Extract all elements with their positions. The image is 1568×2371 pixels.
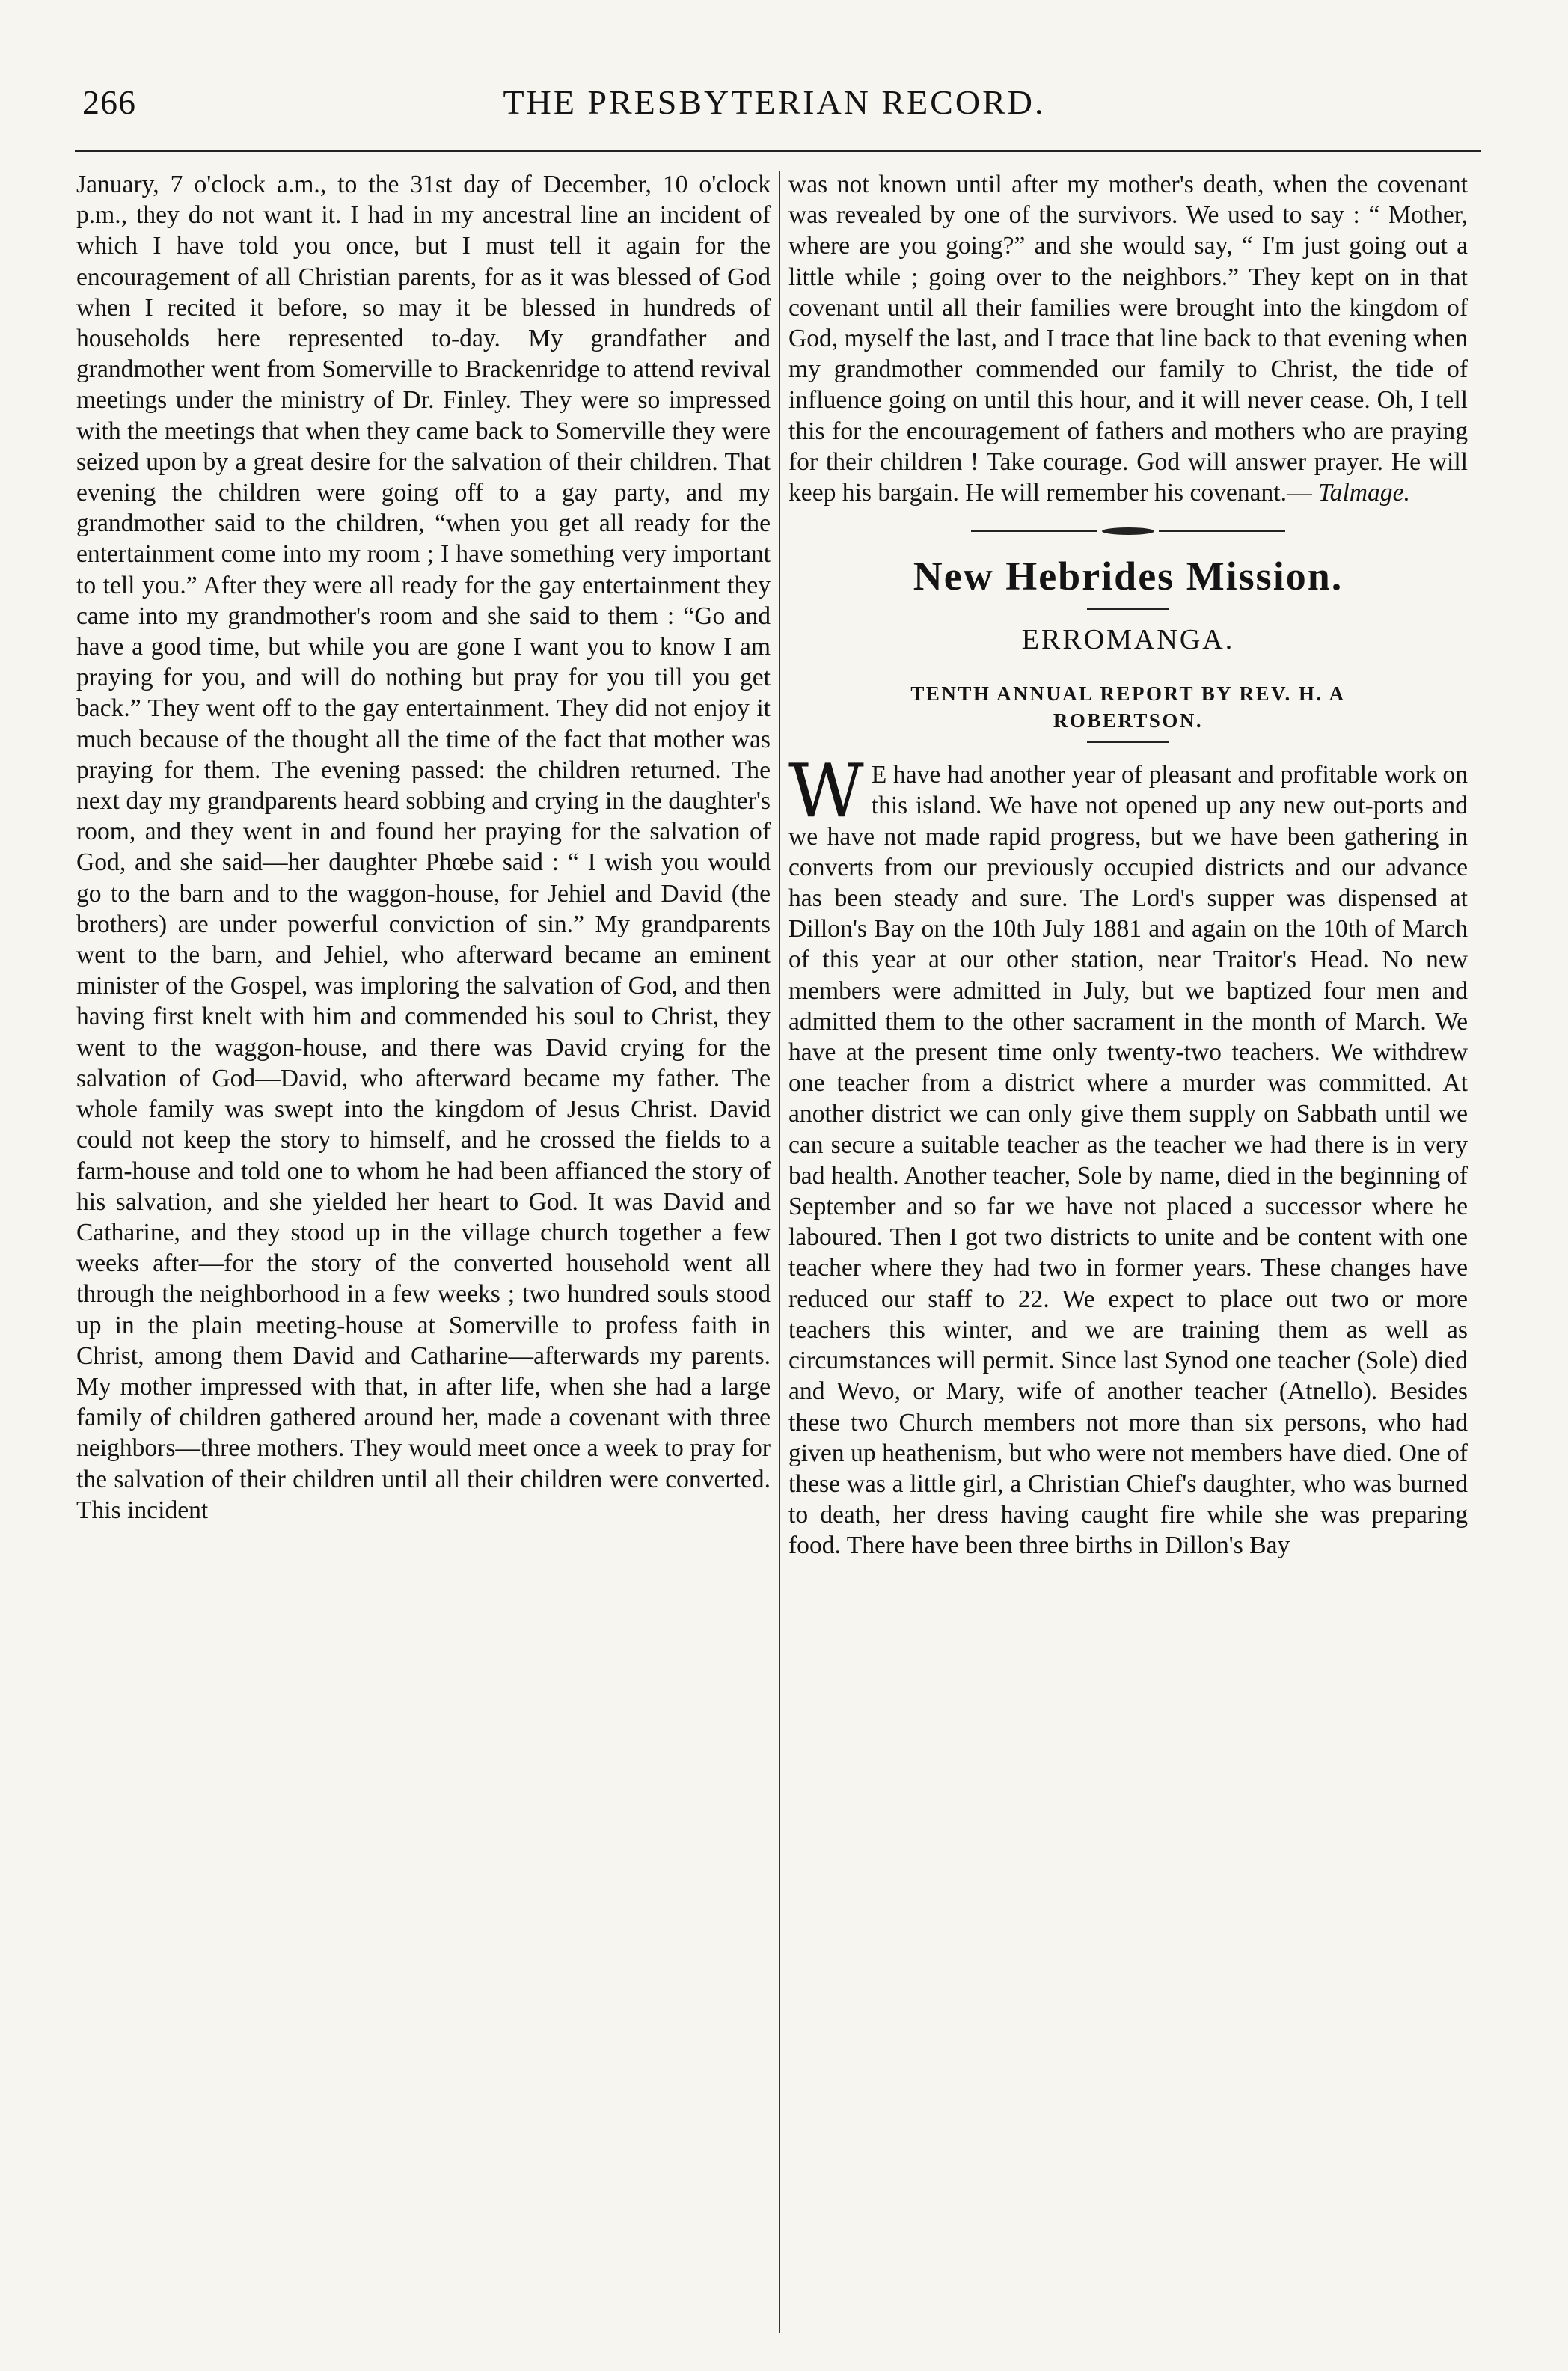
ornamental-divider [971, 527, 1285, 535]
section-heading: New Hebrides Mission. [913, 554, 1344, 599]
report-title-line1: TENTH ANNUAL REPORT BY REV. H. A [910, 682, 1346, 706]
column-divider [779, 171, 780, 2333]
left-column [76, 169, 771, 2339]
divider-ornament [1102, 527, 1154, 535]
left-column-text: January, 7 o'clock a.m., to the 31st day of December, 10 o'clock p.m., they do not want it. I had in my ancestral line an incident of which I have told you once, but I must tell it again for the encouragement of all Christian parents, for as it was blessed of God when I recited it before, so may it be blessed in hundreds of households here represented to-day. My grandfather and grandmother went from Somerville to Brackenridge to attend revival meetings under the ministry of Dr. Finley. They were so impressed with the meetings that when they came back to Somerville they were seized upon by a great desire for the salvation of their children. That evening the children were going off to a gay party, and my grandmother said to the children, “when you get all ready for the entertainment come into my room ; I have something very important to tell you.” After they were all ready for the gay entertainment they came into my grandmother's room and she said to them : “Go and have a good time, but while you are gone I want you to know I am praying for you, and will do nothing but pray for you till you get back.” They went off to the gay entertainment. They did not enjoy it much because of the thought all the time of the fact that mother was praying for them. The evening passed: the children returned. The next day my grandparents heard sobbing and crying in the daughter's room, and they went in and found her praying for the salvation of God, and she said—her daughter Phœbe said : “ I wish you would go to the barn and to the waggon-house, for Jehiel and David (the brothers) are under powerful conviction of sin.” My grandparents went to the barn, and Jehiel, who afterward became an eminent minister of the Gospel, was imploring the salvation of God, and then having first knelt with him and commended his soul to Christ, they went to the waggon-house, and there was David crying for the salvation of God—David, who afterward became my father. The whole family was swept into the kingdom of Jesus Christ. David could not keep the story to himself, and he crossed the fields to a farm-house and told one to whom he had been affianced the story of his salvation, and she yielded her heart to God. It was David and Catharine, and they stood up in the village church together a few weeks after—for the story of the converted household went all through the neighborhood in a few weeks ; two hundred souls stood up in the plain meeting-house at Somerville to profess faith in Christ, among them David and Catharine—afterwards my parents. My mother impressed with that, in after life, when she had a large family of children gathered around her, made a covenant with three neighbors—three mothers. They would meet once a week to pray for the salvation of their children until all their children were converted. This incident [76, 171, 771, 1524]
report-title-line2: ROBERTSON. [1053, 709, 1204, 732]
report-body [788, 749, 1468, 1561]
page-header [82, 82, 1466, 135]
page-number: 266 [82, 83, 136, 121]
header-rule [75, 150, 1481, 152]
continued-article [788, 169, 1468, 508]
drop-cap: W [788, 749, 864, 835]
continued-article-text: was not known until after my mother's death, when the covenant was revealed by one of the survivors. We used to say : “ Mother, where are you going?” and she would say, “ I'm just going out a little while ; going over to the neighbors.” They kept on in that covenant until all their families were brought into the kingdom of God, myself the last, and I trace that line back to that evening when my grandmother commended our family to Christ, the tide of influence going on until this hour, and it will never cease. Oh, I tell this for the encouragement of fathers and mothers who are praying for their children ! Take courage. God will answer prayer. He will keep his bargain. He will remember his covenant.— [788, 171, 1468, 507]
divider-line-left [971, 530, 1097, 532]
running-title: THE PRESBYTERIAN RECORD. [503, 83, 1046, 121]
report-title [788, 680, 1468, 734]
location-subheading: ERROMANGA. [1021, 624, 1235, 656]
report-text: E have had another year of pleasant and profitable work on this island. We have not opened up any new out-ports and we have not made rapid progress, but we have been gathering in converts from our previously occupied districts and our advance has been steady and sure. The Lord's supper was dispensed at Dillon's Bay on the 10th July 1881 and again on the 10th of March of this year at our other station, near Traitor's Head. No new members were admitted in July, but we baptized four men and admitted them to the other sacrament in the month of March. We have at the present time only twenty-two teachers. We withdrew one teacher from a district where a murder was committed. At another district we can only give them supply on Sabbath until we can secure a suitable teacher as the teacher we had there is in very bad health. Another teacher, Sole by name, died in the beginning of September and so far we have not placed a successor where he laboured. Then I got two districts to unite and be content with one teacher where they had two in former years. These changes have reduced our staff to 22. We expect to place out two or more teachers this winter, and we are training them as well as circumstances will permit. Since last Synod one teacher (Sole) died and Wevo, or Mary, wife of another teacher (Atnello). Besides these two Church members not more than six persons, who had given up heathenism, but who were not members have died. One of these was a little girl, a Christian Chief's daughter, who was burned to death, her dress having caught fire while she was preparing food. There have been three births in Dillon's Bay [788, 761, 1468, 1560]
divider-line-right [1159, 530, 1285, 532]
heading-rule [1087, 608, 1169, 610]
article-signature: Talmage. [1318, 479, 1410, 507]
right-column [788, 169, 1468, 2339]
report-rule [1087, 741, 1169, 743]
